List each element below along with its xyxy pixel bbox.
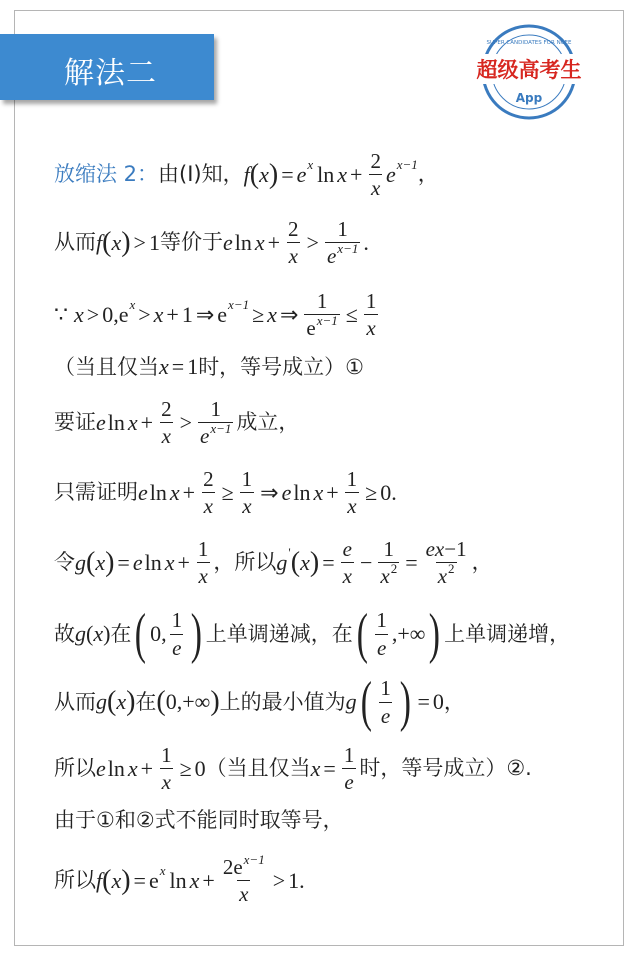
line-8: 故 g ( x ) 在 ( 0, $\frac{1}{e}$ ) 上单调递减，在 ( $\frac{1}{e}$ ,+∞ ) 上单调递增， [54,603,571,665]
line-11 [54,810,344,831]
line-1-tail: ， [417,162,439,187]
logo-app-text: App [515,91,543,105]
line-8-mid2: 上单调递减，在 [205,621,353,646]
line-8-mid1: 在 [110,621,132,646]
line-7-mid: ，所以 [213,550,277,575]
logo-brand-text: 超级高考生 [476,58,582,82]
logo-ring-text: SUPER CANDIDATES FOR NCEE [486,40,572,46]
line-1: 放缩法 2： 由(I)知， f ( x ) = e x ln x + $\frac{2}{x}$ e x−1 ， [54,149,439,201]
line-10-mid: （当且仅当 [205,756,311,781]
line-5-tail: 成立， [236,410,300,435]
line-10: 所以 e ln x + $\frac{1}{x}$ ≥ 0 （当且仅当 x = $\frac{1}{e}$ 时，等号成立）②. [54,743,532,795]
line-2-pre: 从而 [54,230,96,255]
line-4-text: （当且仅当 [54,354,159,379]
line-7: 令 g ( x ) = e ln x + $\frac{1}{x}$ ，所以 g ' ( x ) = $\frac{e}{x}$ − $\frac{1}{x^2}$ = $\frac{ex-1}{x^2}$ ， [54,537,493,589]
line-12-pre: 所以 [54,868,96,893]
line-8-pre: 故 [54,621,75,646]
line-6-tail: . [391,479,397,505]
line-2: 从而 f ( x ) > 1 等价于 e ln x + $\frac{2}{x}$ > $\frac{1}{e^{x-1}}$ . [54,217,369,269]
line-9-pre: 从而 [54,689,96,714]
line-10-tail: 时，等号成立）②. [359,756,532,781]
title-banner [0,34,214,100]
because-symbol: ∵ [54,301,68,327]
line-12-tail: . [299,867,305,893]
line-10-pre: 所以 [54,756,96,781]
line-2-mid: 等价于 [159,230,223,255]
line-5-pre: 要证 [54,410,96,435]
line-9-mid1: 在 [135,689,157,714]
line-9-tail: ， [443,689,465,714]
line-9: 从而 g ( x ) 在 ( 0,+∞ ) 上的最小值为 g ( $\frac{1}{e}$ ) = 0 ， [54,671,465,733]
line-11-text: 由于①和②式不能同时取等号， [54,808,344,832]
line-7-tail: ， [471,550,493,575]
line-5: 要证 e ln x + $\frac{2}{x}$ > $\frac{1}{e^{x-1}}$ 成立， [54,397,300,449]
line-8-tail: 上单调递增， [444,621,571,646]
method-label: 放缩法 2： [54,162,159,187]
line-6: 只需证明 e ln x + $\frac{2}{x}$ ≥ $\frac{1}{x}$ ⇒ e ln x + $\frac{1}{x}$ ≥ 0 . [54,467,397,519]
line-3: ∵ x > 0, e x > x + 1 ⇒ e x−1 ≥ x ⇒ $\frac{1}{e^{x-1}}$ ≤ $\frac{1}{x}$ [54,289,377,341]
line-7-pre: 令 [54,550,75,575]
line-2-tail: . [363,229,369,255]
app-logo [470,20,588,128]
line-12: 所以 f ( x ) = e x ln x + $\frac{2e^{x-1}}{x}$ > 1 . [54,852,305,907]
line-1-text: 由(I)知， [158,162,244,187]
line-6-pre: 只需证明 [54,480,138,505]
banner-title: 解法二 [64,56,157,91]
line-9-mid2: 上的最小值为 [219,689,346,714]
line-4-tail: 时，等号成立）① [198,354,365,379]
line-4: （当且仅当 x = 1 时，等号成立）① [54,354,365,379]
